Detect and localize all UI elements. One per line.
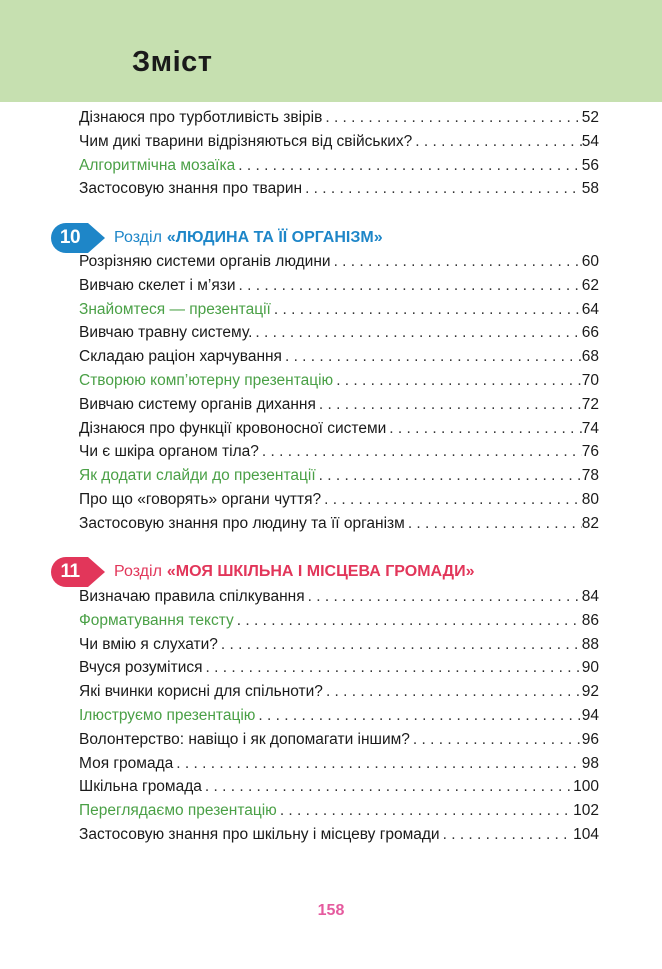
toc-entry-title: Знайомтеся — презентації: [79, 300, 271, 318]
dot-leader: [331, 253, 582, 271]
dot-leader: [386, 420, 581, 438]
toc-entry-title: Складаю раціон харчування: [79, 348, 282, 366]
section-label: Розділ: [114, 563, 162, 580]
toc-entry[interactable]: [79, 826, 599, 850]
dot-leader: [277, 802, 573, 820]
toc-entry[interactable]: [79, 612, 599, 636]
toc-entry[interactable]: [79, 588, 599, 612]
toc-entry-title: Форматування тексту: [79, 611, 234, 629]
toc-entry[interactable]: [79, 755, 599, 779]
toc-entry[interactable]: [79, 778, 599, 802]
toc-entry-page: 70: [581, 371, 599, 389]
toc-entry-page: 78: [581, 467, 599, 485]
section-11-heading[interactable]: [50, 556, 474, 588]
toc-entry-title: Вивчаю скелет і м’язи: [79, 276, 236, 294]
dot-leader: [412, 133, 581, 151]
toc-entry[interactable]: [79, 133, 599, 157]
toc-entry-title: Дізнаюся про функції кровоносної системи: [79, 419, 387, 437]
toc-entry-title: Чи є шкіра органом тіла?: [79, 443, 259, 461]
dot-leader: [252, 324, 581, 342]
toc-entry-page: 60: [581, 253, 599, 270]
toc-entry-title: Визначаю правила спілкування: [79, 588, 305, 605]
toc-entry-page: 84: [581, 588, 599, 605]
section-number: 11: [60, 561, 80, 582]
toc-entry-page: 92: [581, 683, 599, 701]
toc-entry-title: Застосовую знання про шкільну і місцеву громади: [79, 825, 440, 843]
toc-entry[interactable]: [79, 491, 599, 515]
dot-leader: [323, 683, 582, 701]
toc-group-1: [79, 109, 599, 204]
toc-entry-page: 90: [581, 659, 599, 677]
dot-leader: [322, 109, 581, 127]
toc-entry-page: 102: [573, 802, 599, 820]
toc-entry-title: Як додати слайди до презентації: [79, 467, 316, 485]
toc-entry-title: Про що «говорять» органи чуття?: [79, 490, 322, 508]
dot-leader: [282, 348, 582, 366]
toc-entry-title: Волонтерство: навіщо і як допомагати іншим?: [79, 730, 410, 748]
toc-entry[interactable]: [79, 515, 599, 539]
toc-entry-title: Дізнаюся про турботливість звірів: [79, 109, 323, 126]
toc-entry-title: Шкільна громада: [79, 778, 202, 796]
dot-leader: [302, 180, 582, 198]
toc-entry[interactable]: [79, 636, 599, 660]
toc-entry[interactable]: [79, 324, 599, 348]
toc-entry[interactable]: [79, 659, 599, 683]
toc-entry-page: 66: [581, 324, 599, 342]
toc-entry-page: 74: [581, 419, 599, 437]
dot-leader: [316, 467, 582, 485]
toc-entry[interactable]: [79, 467, 599, 491]
toc-entry-title: Застосовую знання про тварин: [79, 180, 303, 198]
dot-leader: [234, 612, 582, 630]
dot-leader: [218, 636, 582, 654]
toc-entry-page: 54: [581, 132, 599, 150]
dot-leader: [255, 707, 581, 725]
dot-leader: [203, 659, 582, 677]
dot-leader: [316, 396, 582, 414]
dot-leader: [405, 515, 582, 533]
toc-entry-page: 100: [573, 778, 599, 796]
toc-entry-title: Чим дикі тварини відрізняються від свійських?: [79, 132, 413, 150]
toc-group-3: [79, 588, 599, 850]
section-title: «ЛЮДИНА ТА ЇЇ ОРГАНІЗМ»: [166, 229, 383, 246]
toc-entry-title: Моя громада: [79, 754, 174, 772]
toc-entry-title: Алгоритмічна мозаїка: [79, 156, 236, 174]
toc-entry[interactable]: [79, 802, 599, 826]
section-title: «МОЯ ШКІЛЬНА І МІСЦЕВА ГРОМАДИ»: [166, 563, 475, 580]
toc-entry[interactable]: [79, 707, 599, 731]
toc-entry-page: 104: [573, 825, 599, 843]
toc-entry[interactable]: [79, 301, 599, 325]
toc-entry-page: 52: [581, 109, 599, 126]
dot-leader: [321, 491, 582, 509]
toc-entry[interactable]: [79, 348, 599, 372]
toc-entry-page: 62: [581, 276, 599, 294]
toc-entry-page: 96: [581, 730, 599, 748]
dot-leader: [410, 731, 582, 749]
toc-entry[interactable]: [79, 253, 599, 277]
toc-entry[interactable]: [79, 683, 599, 707]
section-10-heading[interactable]: [50, 222, 383, 254]
toc-entry[interactable]: [79, 157, 599, 181]
section-badge: [50, 222, 106, 254]
dot-leader: [173, 755, 582, 773]
dot-leader: [440, 826, 574, 844]
section-number: 10: [59, 227, 81, 248]
toc-entry[interactable]: [79, 277, 599, 301]
toc-entry-page: 76: [581, 443, 599, 461]
dot-leader: [305, 588, 582, 606]
toc-entry-title: Вчуся розумітися: [79, 659, 203, 677]
toc-entry[interactable]: [79, 731, 599, 755]
toc-entry[interactable]: [79, 396, 599, 420]
toc-entry-title: Створюю комп’ютерну презентацію: [79, 371, 334, 389]
dot-leader: [202, 778, 573, 796]
toc-entry[interactable]: [79, 372, 599, 396]
toc-entry[interactable]: [79, 109, 599, 133]
toc-entry-page: 72: [581, 395, 599, 413]
dot-leader: [259, 443, 582, 461]
page-title: Зміст: [132, 46, 213, 78]
section-label: Розділ: [114, 229, 162, 246]
header-banner: [0, 0, 662, 102]
toc-group-2: [79, 253, 599, 539]
section-badge: [50, 556, 106, 588]
toc-entry-page: 88: [581, 635, 599, 653]
page-number: 158: [317, 902, 345, 919]
toc-entry-title: Вивчаю травну систему.: [79, 324, 253, 342]
toc-entry-page: 56: [581, 156, 599, 174]
dot-leader: [333, 372, 582, 390]
toc-entry-title: Розрізняю системи органів людини: [79, 253, 331, 270]
toc-entry-page: 98: [581, 754, 599, 772]
toc-entry-title: Які вчинки корисні для спільноти?: [79, 683, 323, 701]
toc-entry-title: Переглядаємо презентацію: [79, 802, 277, 820]
dot-leader: [236, 277, 582, 295]
toc-entry-page: 82: [581, 514, 599, 532]
toc-entry-page: 58: [581, 180, 599, 198]
toc-entry-page: 80: [581, 490, 599, 508]
toc-entry-page: 68: [581, 348, 599, 366]
dot-leader: [271, 301, 582, 319]
toc-entry-page: 86: [581, 611, 599, 629]
toc-entry-title: Чи вмію я слухати?: [79, 635, 218, 653]
toc-entry-title: Застосовую знання про людину та її організм: [79, 514, 405, 532]
toc-entry[interactable]: [79, 180, 599, 204]
toc-entry-page: 94: [581, 706, 599, 724]
toc-entry-title: Ілюструємо презентацію: [79, 706, 256, 724]
toc-entry[interactable]: [79, 420, 599, 444]
dot-leader: [235, 157, 582, 175]
toc-entry-page: 64: [581, 300, 599, 318]
toc-entry[interactable]: [79, 443, 599, 467]
toc-entry-title: Вивчаю систему органів дихання: [79, 395, 316, 413]
